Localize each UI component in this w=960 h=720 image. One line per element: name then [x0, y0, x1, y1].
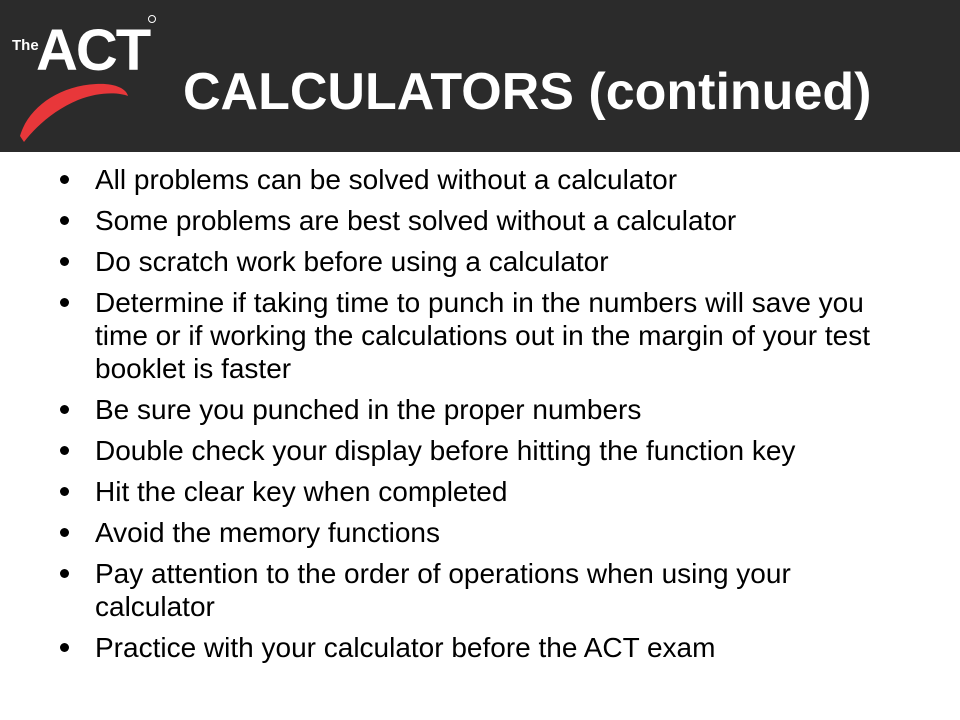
list-item: [0, 393, 960, 426]
bullet-icon: [60, 528, 69, 537]
bullet-icon: [60, 405, 69, 414]
registered-mark-icon: [149, 16, 156, 23]
bullet-list: [0, 163, 960, 672]
bullet-icon: [60, 175, 69, 184]
logo-the-text: The: [12, 37, 39, 54]
list-item: [0, 434, 960, 467]
logo-act-text: ACT: [36, 18, 150, 83]
list-item: [0, 516, 960, 549]
bullet-icon: [60, 643, 69, 652]
bullet-text: Pay attention to the order of operations when using your calculator: [95, 558, 791, 622]
bullet-text: Determine if taking time to punch in the numbers will save you time or if working the calculations out in the margin of your test booklet is faster: [95, 287, 871, 384]
bullet-text: All problems can be solved without a calculator: [95, 164, 678, 195]
list-item: [0, 245, 960, 278]
list-item: [0, 557, 960, 623]
bullet-text: Do scratch work before using a calculator: [95, 246, 609, 277]
bullet-icon: [60, 487, 69, 496]
bullet-text: Double check your display before hitting the function key: [95, 435, 796, 466]
bullet-icon: [60, 446, 69, 455]
list-item: [0, 286, 960, 385]
bullet-icon: [60, 569, 69, 578]
bullet-icon: [60, 298, 69, 307]
list-item: [0, 631, 960, 664]
bullet-text: Be sure you punched in the proper numbers: [95, 394, 642, 425]
bullet-icon: [60, 257, 69, 266]
bullet-text: Practice with your calculator before the ACT exam: [95, 632, 716, 663]
slide-title: CALCULATORS (continued): [183, 63, 872, 121]
bullet-text: Some problems are best solved without a calculator: [95, 205, 737, 236]
logo-swoosh-icon: [20, 84, 128, 142]
bullet-icon: [60, 216, 69, 225]
list-item: [0, 204, 960, 237]
header-bar: [0, 0, 960, 152]
list-item: [0, 475, 960, 508]
bullet-text: Hit the clear key when completed: [95, 476, 508, 507]
bullet-text: Avoid the memory functions: [95, 517, 440, 548]
list-item: [0, 163, 960, 196]
act-logo: [8, 8, 168, 148]
